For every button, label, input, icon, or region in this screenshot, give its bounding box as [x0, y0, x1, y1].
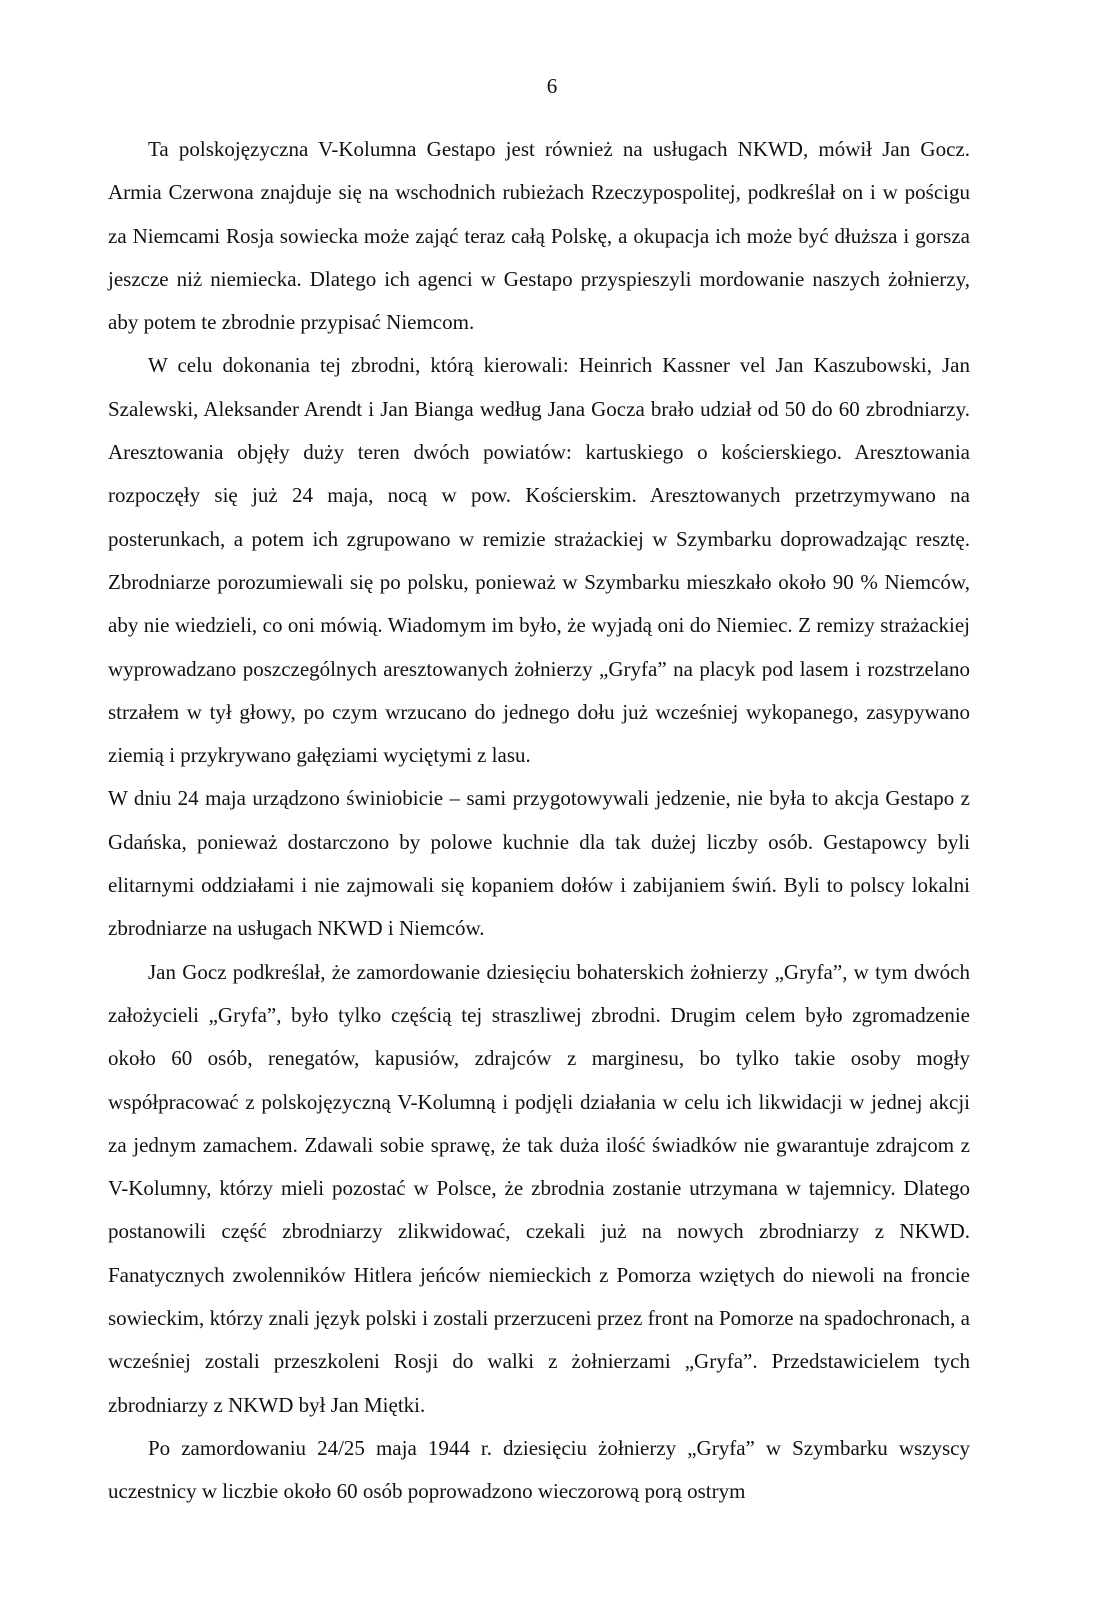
page-number: 6: [546, 74, 558, 98]
paragraph-v-kolumna-nkwd: Ta polskojęzyczna V-Kolumna Gestapo jest również na usługach NKWD, mówił Jan Gocz. Armia Czerwona znajduje się na wschodnich rubieżach Rzeczypospolitej, podkreślał on i w pościgu za Niemcami Rosja sowiecka może zająć teraz całą Polskę, a okupacja ich może być dłuższa i gorsza jeszcze niż niemiecka. Dlatego ich agenci w Gestapo przyspieszyli mordowanie naszych żołnierzy, aby potem te zbrodnie przypisać Niemcom.: [108, 137, 970, 335]
document-body: [108, 128, 970, 1514]
paragraph-arrests-szymbark: W celu dokonania tej zbrodni, którą kierowali: Heinrich Kassner vel Jan Kaszubowski, Jan Szalewski, Aleksander Arendt i Jan Bianga według Jana Gocza brało udział od 50 do 60 zbrodniarzy. Aresztowania objęły duży teren dwóch powiatów: kartuskiego o kościerskiego. Aresztowania rozpoczęły się już 24 maja, nocą w pow. Kościerskim. Aresztowanych przetrzymywano na posterunkach, a potem ich zgrupowano w remizie strażackiej w Szymbarku doprowadzając resztę. Zbrodniarze porozumiewali się po polsku, ponieważ w Szymbarku mieszkało około 90 % Niemców, aby nie wiedzieli, co oni mówią. Wiadomym im było, że wyjadą oni do Niemiec. Z remizy strażackiej wyprowadzano poszczególnych aresztowanych żołnierzy „Gryfa” na placyk pod lasem i rozstrzelano strzałem w tył głowy, po czym wrzucano do jednego dołu już wcześniej wykopanego, zasypywano ziemią i przykrywano gałęziami wyciętymi z lasu.: [108, 353, 970, 768]
paragraph-after-murder: Po zamordowaniu 24/25 maja 1944 r. dziesięciu żołnierzy „Gryfa” w Szymbarku wszyscy uczestnicy w liczbie około 60 osób poprowadzono wieczorową porą ostrym: [108, 1435, 970, 1504]
paragraph-swiniobicie: W dniu 24 maja urządzono świniobicie – sami przygotowywali jedzenie, nie była to akcja Gestapo z Gdańska, ponieważ dostarczono by polowe kuchnie dla tak dużej liczby osób. Gestapowcy byli elitarnymi oddziałami i nie zajmowali się kopaniem dołów i zabijaniem świń. Byli to polscy lokalni zbrodniarze na usługach NKWD i Niemców.: [108, 786, 970, 941]
paragraph-gocz-testimony: Jan Gocz podkreślał, że zamordowanie dziesięciu bohaterskich żołnierzy „Gryfa”, w tym dwóch założycieli „Gryfa”, było tylko częścią tej straszliwej zbrodni. Drugim celem było zgromadzenie około 60 osób, renegatów, kapusiów, zdrajców z marginesu, bo tylko takie osoby mogły współpracować z polskojęzyczną V-Kolumną i podjęli działania w celu ich likwidacji w jednej akcji za jednym zamachem. Zdawali sobie sprawę, że tak duża ilość świadków nie gwarantuje zdrajcom z V-Kolumny, którzy mieli pozostać w Polsce, że zbrodnia zostanie utrzymana w tajemnicy. Dlatego postanowili część zbrodniarzy zlikwidować, czekali już na nowych zbrodniarzy z NKWD. Fanatycznych zwolenników Hitlera jeńców niemieckich z Pomorza wziętych do niewoli na froncie sowieckim, którzy znali język polski i zostali przerzuceni przez front na Pomorze na spadochronach, a wcześniej zostali przeszkoleni Rosji do walki z żołnierzami „Gryfa”. Przedstawicielem tych zbrodniarzy z NKWD był Jan Miętki.: [108, 959, 970, 1417]
